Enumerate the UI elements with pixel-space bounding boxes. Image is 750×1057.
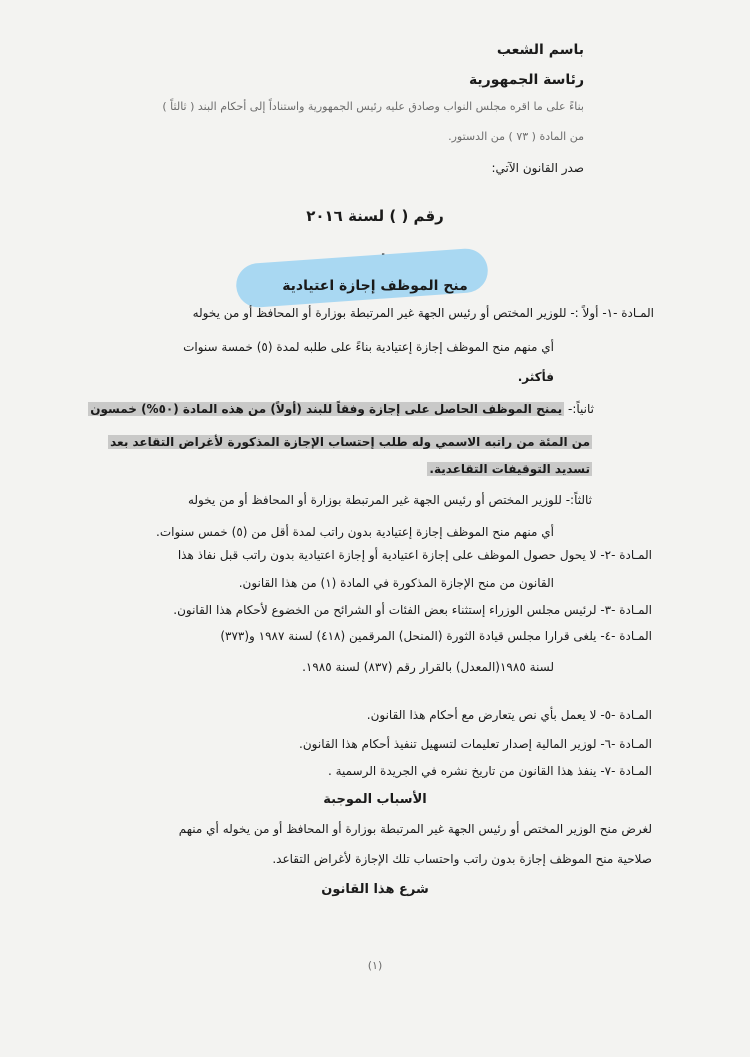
preamble-line-1: بناءً على ما اقره مجلس النواب وصادق عليه رئيس الجمهورية واستناداً إلى أحكام البند ( ثالثاً ) xyxy=(162,100,584,113)
header-people: باسم الشعب xyxy=(496,42,584,58)
article-1-line-8: أي منهم منح الموظف إجازة إعتيادية بدون راتب لمدة أقل من (٥) خمس سنوات. xyxy=(156,525,554,539)
article-1-line-6-text: تسديد التوقيفات التقاعدية. xyxy=(429,462,590,476)
article-1-line-1: المـادة -١- أولاً :- للوزير المختص أو رئيس الجهة غير المرتبطة بوزارة أو المحافظ أو من يخوله xyxy=(192,306,654,320)
law-number: رقم ( ) لسنة ٢٠١٦ xyxy=(306,207,444,225)
preamble-line-2: من المادة ( ٧٣ ) من الدستور. xyxy=(448,130,584,143)
preamble-line-3: صدر القانون الآتي: xyxy=(491,161,584,175)
law-title: منح الموظف إجازة اعتيادية xyxy=(282,278,468,294)
article-4-line-2: لسنة ١٩٨٥(المعدل) بالقرار رقم (٨٣٧) لسنة ١٩٨٥. xyxy=(302,660,554,674)
reasons-heading: الأسباب الموجبة xyxy=(323,792,427,807)
page-number: (١) xyxy=(367,959,383,972)
article-1-line-5 xyxy=(108,436,592,450)
reasons-line-1: لغرض منح الوزير المختص أو رئيس الجهة غير المرتبطة بوزارة أو المحافظ أو من يخوله أي منهم xyxy=(178,822,652,836)
reasons-line-2: صلاحية منح الموظف إجازة بدون راتب واحتساب تلك الإجازة لأغراض التقاعد. xyxy=(272,852,652,866)
article-1-line-7: ثالثاً:- للوزير المختص أو رئيس الجهة غير المرتبطة بوزارة أو المحافظ أو من يخوله xyxy=(187,493,592,507)
article-1-line-3: فأكثر. xyxy=(517,370,554,384)
article-7: المـادة -٧- ينفذ هذا القانون من تاريخ نشره في الجريدة الرسمية . xyxy=(327,764,652,778)
article-1-line-4 xyxy=(88,403,594,417)
closing-phrase: شرع هذا القانون xyxy=(321,882,429,897)
article-1-line-2: أي منهم منح الموظف إجازة إعتيادية بناءً على طلبه لمدة (٥) خمسة سنوات xyxy=(183,340,554,354)
article-2-line-2: القانون من منح الإجازة المذكورة في المادة (١) من هذا القانون. xyxy=(238,576,554,590)
header-presidency: رئاسة الجمهورية xyxy=(468,72,584,88)
article-1-second-label: ثانياً:- xyxy=(564,402,594,416)
article-1-second-text: يمنح الموظف الحاصل على إجازة وفقاً للبند (أولاً) من هذه المادة (٥٠%) خمسون xyxy=(90,402,563,416)
article-1-line-6 xyxy=(427,463,592,477)
article-3: المـادة -٣- لرئيس مجلس الوزراء إستثناء بعض الفئات أو الشرائح من الخضوع لأحكام هذا القانون. xyxy=(173,603,652,617)
article-6: المـادة -٦- لوزير المالية إصدار تعليمات لتسهيل تنفيذ أحكام هذا القانون. xyxy=(299,737,652,751)
article-5: المـادة -٥- لا يعمل بأي نص يتعارض مع أحكام هذا القانون. xyxy=(366,708,652,722)
article-4-line-1: المـادة -٤- يلغى قرارا مجلس قيادة الثورة (المنحل) المرقمين (٤١٨) لسنة ١٩٨٧ و(٣٧٣) xyxy=(220,629,652,643)
article-2-line-1: المـادة -٢- لا يحول حصول الموظف على إجازة اعتيادية أو إجازة اعتيادية بدون راتب قبل نفاذ هذا xyxy=(177,548,652,562)
article-1-line-5-text: من المئة من راتبه الاسمي وله طلب إحتساب الإجازة المذكورة لأغراض التقاعد بعد xyxy=(110,435,590,449)
